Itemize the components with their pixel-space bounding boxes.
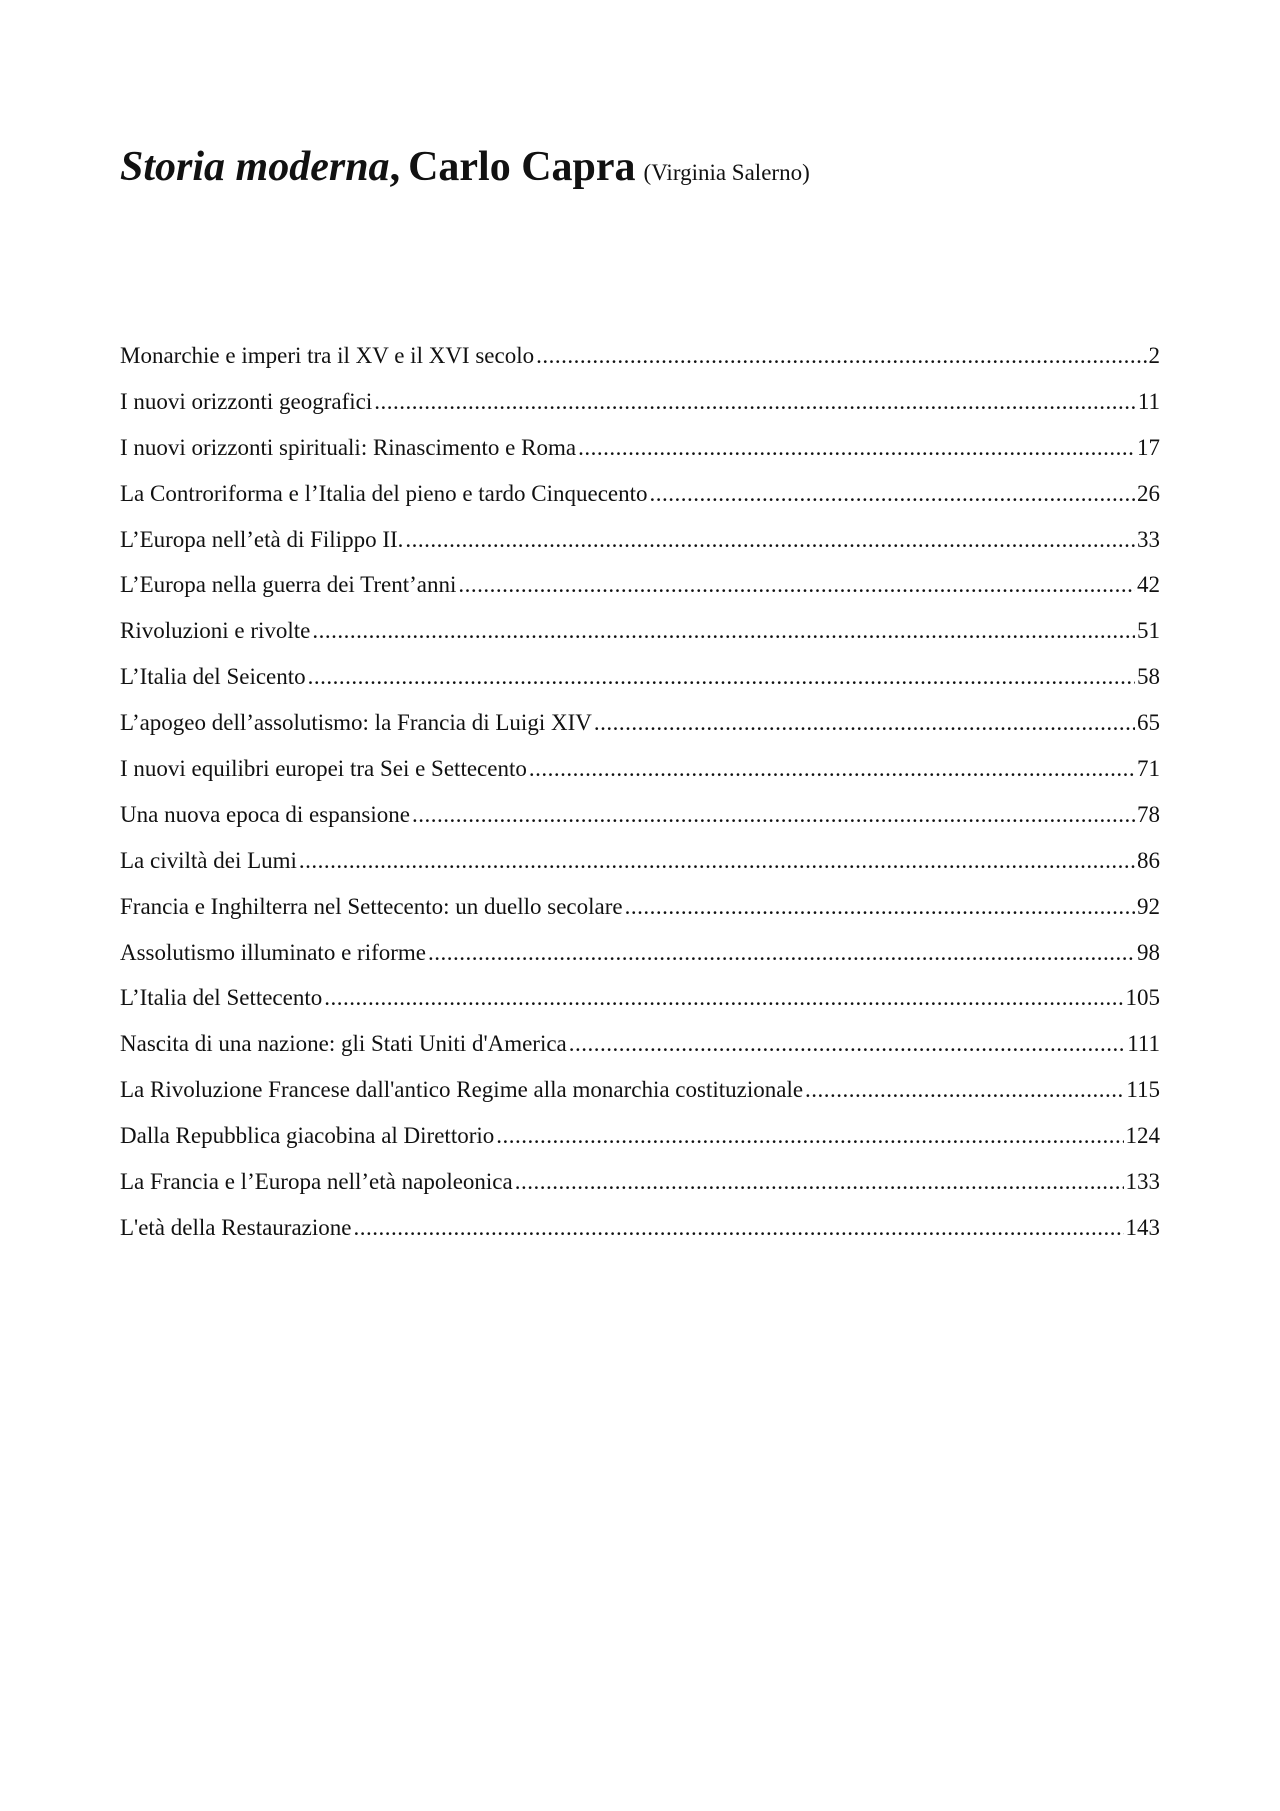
toc-page-number: 124 bbox=[1125, 1123, 1160, 1149]
toc-page-number: 133 bbox=[1125, 1169, 1160, 1195]
toc-entry[interactable] bbox=[120, 975, 1160, 1021]
toc-entry[interactable] bbox=[120, 1205, 1160, 1251]
toc-dot-leader bbox=[805, 1067, 1124, 1113]
toc-entry-title: La Rivoluzione Francese dall'antico Regime alla monarchia costituzionale bbox=[120, 1077, 804, 1103]
toc-entry-title: Dalla Repubblica giacobina al Direttorio bbox=[120, 1123, 495, 1149]
toc-entry[interactable] bbox=[120, 884, 1160, 930]
title-book-name: Storia moderna bbox=[120, 144, 390, 190]
toc-dot-leader bbox=[569, 1021, 1125, 1067]
toc-entry[interactable] bbox=[120, 608, 1160, 654]
toc-dot-leader bbox=[405, 517, 1135, 563]
toc-page-number: 71 bbox=[1137, 756, 1160, 782]
toc-page-number: 98 bbox=[1137, 939, 1160, 965]
toc-entry[interactable] bbox=[120, 654, 1160, 700]
toc-entry[interactable] bbox=[120, 1113, 1160, 1159]
toc-page-number: 78 bbox=[1137, 801, 1160, 827]
toc-dot-leader bbox=[374, 379, 1136, 425]
toc-dot-leader bbox=[650, 471, 1135, 517]
toc-entry[interactable] bbox=[120, 379, 1160, 425]
toc-dot-leader bbox=[496, 1113, 1123, 1159]
toc-entry-title: L’Europa nell’età di Filippo II. bbox=[120, 526, 404, 552]
toc-entry-title: L’apogeo dell’assolutismo: la Francia di Luigi XIV bbox=[120, 710, 592, 736]
toc-page-number: 65 bbox=[1137, 710, 1160, 736]
toc-entry-title: La civiltà dei Lumi bbox=[120, 847, 297, 873]
toc-entry-title: Monarchie e imperi tra il XV e il XVI secolo bbox=[120, 343, 535, 368]
toc-dot-leader bbox=[324, 975, 1123, 1021]
toc-dot-leader bbox=[515, 1159, 1124, 1205]
toc-dot-leader bbox=[428, 930, 1135, 976]
toc-page-number: 115 bbox=[1126, 1077, 1160, 1103]
toc-entry[interactable] bbox=[120, 517, 1160, 563]
toc-dot-leader bbox=[578, 425, 1135, 471]
toc-page-number: 111 bbox=[1127, 1031, 1160, 1057]
toc-entry[interactable] bbox=[120, 562, 1160, 608]
toc-page-number: 33 bbox=[1137, 526, 1160, 552]
document-title bbox=[120, 146, 810, 188]
toc-entry-title: Nascita di una nazione: gli Stati Uniti d'America bbox=[120, 1031, 567, 1057]
toc-entry[interactable] bbox=[120, 838, 1160, 884]
toc-entry-title: Una nuova epoca di espansione bbox=[120, 801, 410, 827]
toc-entry-title: I nuovi orizzonti spirituali: Rinascimento e Roma bbox=[120, 434, 577, 460]
toc-dot-leader bbox=[625, 884, 1135, 930]
toc-page-number: 92 bbox=[1137, 893, 1160, 919]
toc-entry[interactable] bbox=[120, 471, 1160, 517]
toc-entry[interactable] bbox=[120, 1067, 1160, 1113]
toc-dot-leader bbox=[536, 333, 1146, 379]
toc-entry-title: Francia e Inghilterra nel Settecento: un duello secolare bbox=[120, 893, 623, 919]
toc-entry[interactable] bbox=[120, 425, 1160, 471]
toc-entry-title: La Controriforma e l’Italia del pieno e tardo Cinquecento bbox=[120, 480, 648, 506]
toc-dot-leader bbox=[312, 608, 1135, 654]
toc-page-number: 51 bbox=[1137, 618, 1160, 644]
toc-entry[interactable] bbox=[120, 930, 1160, 976]
toc-dot-leader bbox=[594, 700, 1135, 746]
toc-page-number: 2 bbox=[1148, 343, 1160, 368]
toc-dot-leader bbox=[458, 562, 1135, 608]
toc-entry[interactable] bbox=[120, 700, 1160, 746]
title-author: Carlo Capra bbox=[408, 144, 636, 190]
toc-entry-title: L'età della Restaurazione bbox=[120, 1214, 352, 1240]
toc-entry-title: I nuovi equilibri europei tra Sei e Settecento bbox=[120, 756, 527, 782]
title-credit: (Virginia Salerno) bbox=[643, 160, 810, 185]
toc-entry[interactable] bbox=[120, 1159, 1160, 1205]
toc-page-number: 26 bbox=[1137, 480, 1160, 506]
toc-page-number: 105 bbox=[1125, 985, 1160, 1011]
toc-dot-leader bbox=[353, 1205, 1123, 1251]
title-separator: , bbox=[389, 144, 401, 190]
toc-page-number: 11 bbox=[1137, 388, 1160, 414]
toc-page-number: 58 bbox=[1137, 664, 1160, 690]
toc-entry-title: L’Europa nella guerra dei Trent’anni bbox=[120, 572, 457, 598]
toc-page-number: 17 bbox=[1137, 434, 1160, 460]
toc-entry[interactable] bbox=[120, 333, 1160, 379]
toc-entry[interactable] bbox=[120, 792, 1160, 838]
toc-entry[interactable] bbox=[120, 746, 1160, 792]
toc-entry-title: La Francia e l’Europa nell’età napoleonica bbox=[120, 1169, 513, 1195]
toc-page-number: 143 bbox=[1125, 1214, 1160, 1240]
toc-page-number: 42 bbox=[1137, 572, 1160, 598]
toc-entry-title: I nuovi orizzonti geografici bbox=[120, 388, 373, 414]
toc-dot-leader bbox=[299, 838, 1135, 884]
toc-dot-leader bbox=[308, 654, 1135, 700]
toc-entry-title: Assolutismo illuminato e riforme bbox=[120, 939, 426, 965]
toc-entry-title: L’Italia del Seicento bbox=[120, 664, 306, 690]
toc-dot-leader bbox=[529, 746, 1135, 792]
toc-entry[interactable] bbox=[120, 1021, 1160, 1067]
toc-entry-title: L’Italia del Settecento bbox=[120, 985, 323, 1011]
toc-entry-title: Rivoluzioni e rivolte bbox=[120, 618, 311, 644]
toc-page-number: 86 bbox=[1137, 847, 1160, 873]
toc-dot-leader bbox=[412, 792, 1135, 838]
table-of-contents bbox=[120, 333, 1160, 1251]
